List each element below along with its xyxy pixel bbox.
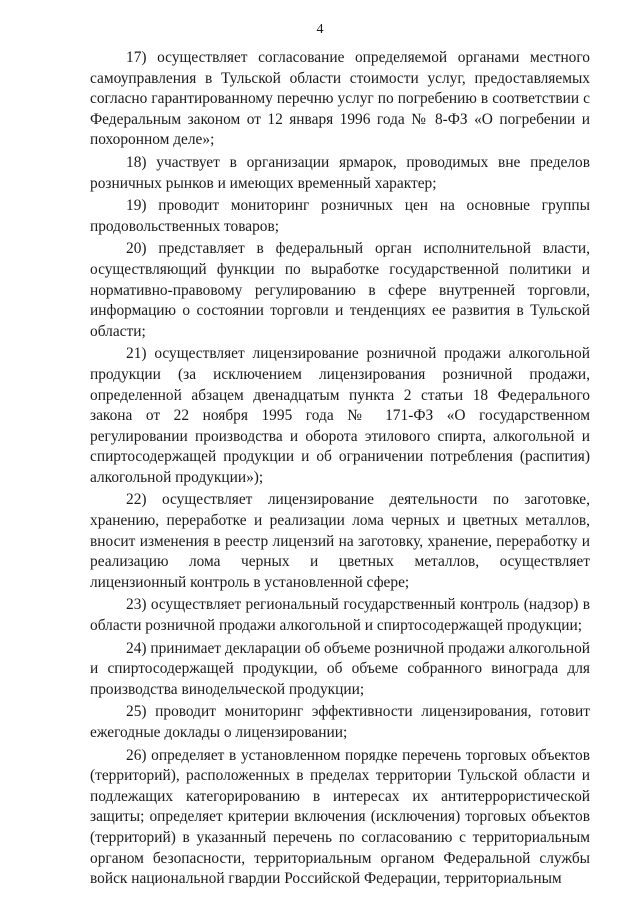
paragraph-20: 20) представляет в федеральный орган исполнительной власти, осуществляющий функции по выработке государственной политики и нормативно-правовому регулированию в сфере внутренней торговли, информацию о состоянии торговли и тенденциях ее развития в Тульской области; <box>90 240 590 340</box>
paragraph-26: 26) определяет в установленном порядке перечень торговых объектов (территорий), расположенных в пределах территории Тульской области и подлежащих категорированию в интересах их антитеррористической защиты; определяет критерии включения (исключения) торговых объектов (территорий) в указанный перечень по согласованию с территориальным органом безопасности, территориальным органом Федеральной службы войск национальной гвардии Российской Федерации, территориальным <box>90 746 590 888</box>
document-body <box>90 48 590 892</box>
paragraph-18: 18) участвует в организации ярмарок, проводимых вне пределов розничных рынков и имеющих временный характер; <box>90 153 590 192</box>
paragraph-22: 22) осуществляет лицензирование деятельности по заготовке, хранению, переработке и реализации лома черных и цветных металлов, вносит изменения в реестр лицензий на заготовку, хранение, переработку и реализацию лома черных и цветных металлов, осуществляет лицензионный контроль в установленной сфере; <box>90 491 590 591</box>
paragraph-24: 24) принимает декларации об объеме розничной продажи алкогольной и спиртосодержащей продукции, об объеме собранного винограда для производства винодельческой продукции; <box>90 639 590 698</box>
paragraph-23: 23) осуществляет региональный государственный контроль (надзор) в области розничной продажи алкогольной и спиртосодержащей продукции; <box>90 596 590 635</box>
paragraph-21: 21) осуществляет лицензирование розничной продажи алкогольной продукции (за исключением лицензирования розничной продажи, определенной абзацем двенадцатым пункта 2 статьи 18 Федерального закона от 22 ноября 1995 года № 171-ФЗ «О государственном регулировании производства и оборота этилового спирта, алкогольной и спиртосодержащей продукции и об ограничении потребления (распития) алкогольной продукции»); <box>90 345 590 486</box>
page-number: 4 <box>316 22 324 37</box>
paragraph-19: 19) проводит мониторинг розничных цен на основные группы продовольственных товаров; <box>90 197 590 235</box>
paragraph-17: 17) осуществляет согласование определяемой органами местного самоуправления в Тульской области стоимости услуг, предоставляемых согласно гарантированному перечню услуг по погребению в соответствии с Федеральным законом от 12 января 1996 года № 8-ФЗ «О погребении и похоронном деле»; <box>90 49 590 149</box>
paragraph-25: 25) проводит мониторинг эффективности лицензирования, готовит ежегодные доклады о лицензировании; <box>90 703 590 741</box>
